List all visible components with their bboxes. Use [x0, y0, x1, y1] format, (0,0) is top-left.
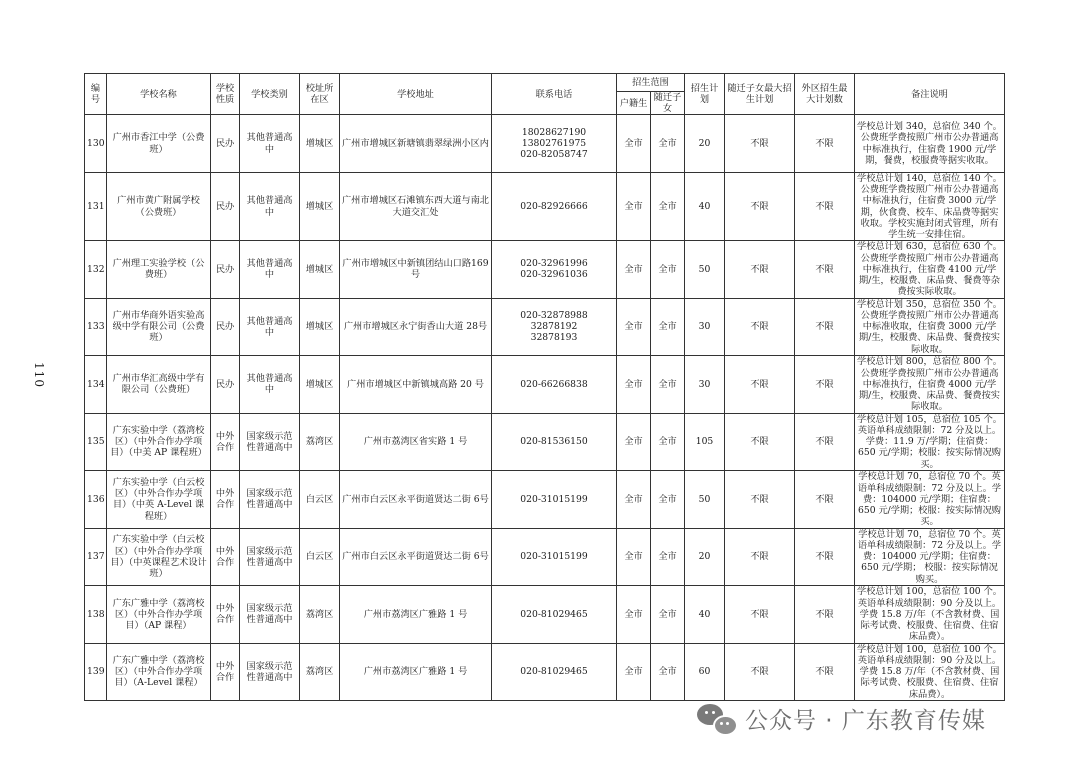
- cell-address: 广州市白云区永平街道贤达二街 6号: [340, 528, 492, 586]
- cell-outside-max: 不限: [795, 643, 855, 701]
- cell-notes: 学校总计划 630，总宿位 630 个。公费班学费按照广州市公办普通高中标准执行，住宿费 4100 元/学期/生，校服费、床品费、餐费等杂费按实际收取。: [855, 241, 1005, 299]
- cell-id: 130: [85, 115, 107, 173]
- cell-phone: 020-82926666: [492, 172, 617, 240]
- cell-phone: 020-31015199: [492, 471, 617, 529]
- cell-address: 广州市增城区新塘镇翡翠绿洲小区内: [340, 115, 492, 173]
- cell-nature: 民办: [211, 115, 240, 173]
- table-row: [85, 241, 1005, 299]
- cell-nature: 民办: [211, 356, 240, 414]
- table-header: [85, 74, 1005, 115]
- cell-name: 广州理工实验学校（公费班）: [107, 241, 211, 299]
- cell-id: 138: [85, 586, 107, 644]
- cell-plan: 40: [685, 586, 725, 644]
- cell-nature: 中外合作: [211, 643, 240, 701]
- cell-category: 国家级示范性普通高中: [240, 471, 300, 529]
- cell-notes: 学校总计划 100，总宿位 100 个。英语单科成绩限制：90 分及以上。学费 15.8 万/年（不含教材费、国际考试费、校服费、住宿费、住宿床品费）。: [855, 643, 1005, 701]
- cell-id: 135: [85, 413, 107, 471]
- cell-address: 广州市增城区永宁街香山大道 28号: [340, 298, 492, 356]
- cell-category: 其他普通高中: [240, 298, 300, 356]
- cell-suiqian-max: 不限: [725, 471, 795, 529]
- cell-scope-huji: 全市: [617, 586, 651, 644]
- cell-suiqian-max: 不限: [725, 115, 795, 173]
- cell-scope-huji: 全市: [617, 172, 651, 240]
- cell-scope-huji: 全市: [617, 241, 651, 299]
- cell-category: 其他普通高中: [240, 115, 300, 173]
- cell-scope-suiqian: 全市: [651, 643, 685, 701]
- wechat-icon: [697, 702, 737, 734]
- table-body: [85, 115, 1005, 701]
- cell-scope-huji: 全市: [617, 298, 651, 356]
- cell-suiqian-max: 不限: [725, 413, 795, 471]
- cell-name: 广州市华商外语实验高级中学有限公司（公费班）: [107, 298, 211, 356]
- cell-outside-max: 不限: [795, 298, 855, 356]
- cell-scope-suiqian: 全市: [651, 115, 685, 173]
- cell-district: 荔湾区: [300, 586, 340, 644]
- cell-nature: 中外合作: [211, 413, 240, 471]
- cell-suiqian-max: 不限: [725, 298, 795, 356]
- header-id: 编号: [85, 74, 107, 115]
- cell-notes: 学校总计划 100，总宿位 100 个。英语单科成绩限制：90 分及以上。学费 15.8 万/年（不含教材费、国际考试费、校服费、住宿费、住宿床品费）。: [855, 586, 1005, 644]
- cell-address: 广州市荔湾区广雅路 1 号: [340, 643, 492, 701]
- cell-category: 国家级示范性普通高中: [240, 528, 300, 586]
- cell-address: 广州市荔湾区省实路 1 号: [340, 413, 492, 471]
- header-scope-suiqian: 随迁子女: [651, 92, 685, 115]
- cell-suiqian-max: 不限: [725, 528, 795, 586]
- cell-name: 广东实验中学（白云校区）（中外合作办学项目）（中英课程艺术设计班）: [107, 528, 211, 586]
- header-district: 校址所在区: [300, 74, 340, 115]
- cell-district: 白云区: [300, 471, 340, 529]
- cell-outside-max: 不限: [795, 471, 855, 529]
- header-phone: 联系电话: [492, 74, 617, 115]
- cell-district: 增城区: [300, 172, 340, 240]
- header-scope: 招生范围: [617, 74, 685, 92]
- cell-id: 133: [85, 298, 107, 356]
- table-row: [85, 471, 1005, 529]
- cell-plan: 50: [685, 241, 725, 299]
- cell-category: 国家级示范性普通高中: [240, 643, 300, 701]
- cell-scope-suiqian: 全市: [651, 356, 685, 414]
- cell-district: 增城区: [300, 241, 340, 299]
- cell-id: 132: [85, 241, 107, 299]
- cell-id: 136: [85, 471, 107, 529]
- cell-scope-huji: 全市: [617, 413, 651, 471]
- cell-address: 广州市增城区中新镇团结山口路169 号: [340, 241, 492, 299]
- cell-outside-max: 不限: [795, 356, 855, 414]
- watermark-text: 公众号 · 广东教育传媒: [745, 707, 986, 734]
- cell-notes: 学校总计划 70，总宿位 70 个。英语单科成绩限制：72 分及以上。学费：104000 元/学期；住宿费：650 元/学期；校服：按实际情况购买。: [855, 471, 1005, 529]
- table-row: [85, 298, 1005, 356]
- table-row: [85, 115, 1005, 173]
- cell-category: 其他普通高中: [240, 356, 300, 414]
- cell-district: 荔湾区: [300, 643, 340, 701]
- cell-phone: 020-81029465: [492, 643, 617, 701]
- cell-suiqian-max: 不限: [725, 643, 795, 701]
- cell-name: 广东实验中学（白云校区）（中外合作办学项目）（中英 A-Level 课程班）: [107, 471, 211, 529]
- cell-category: 其他普通高中: [240, 172, 300, 240]
- header-outside-max: 外区招生最大计划数: [795, 74, 855, 115]
- cell-phone: 020-81029465: [492, 586, 617, 644]
- table-row: [85, 528, 1005, 586]
- cell-plan: 20: [685, 528, 725, 586]
- cell-scope-suiqian: 全市: [651, 471, 685, 529]
- cell-district: 增城区: [300, 115, 340, 173]
- table-row: [85, 413, 1005, 471]
- cell-outside-max: 不限: [795, 115, 855, 173]
- cell-phone: 020-31015199: [492, 528, 617, 586]
- header-suiqian-max: 随迁子女最大招生计划: [725, 74, 795, 115]
- cell-notes: 学校总计划 105，总宿位 105 个。英语单科成绩限制：72 分及以上。学费：11.9 万/学期；住宿费：650 元/学期；校服：按实际情况购买。: [855, 413, 1005, 471]
- cell-name: 广东广雅中学（荔湾校区）（中外合作办学项目）（AP 课程）: [107, 586, 211, 644]
- header-name: 学校名称: [107, 74, 211, 115]
- header-notes: 备注说明: [855, 74, 1005, 115]
- cell-id: 131: [85, 172, 107, 240]
- cell-phone: 18028627190 13802761975 020-82058747: [492, 115, 617, 173]
- cell-outside-max: 不限: [795, 241, 855, 299]
- cell-outside-max: 不限: [795, 413, 855, 471]
- cell-scope-suiqian: 全市: [651, 413, 685, 471]
- table-row: [85, 586, 1005, 644]
- cell-plan: 40: [685, 172, 725, 240]
- cell-address: 广州市增城区中新镇城高路 20 号: [340, 356, 492, 414]
- watermark: [697, 700, 986, 736]
- table-row: [85, 172, 1005, 240]
- table-row: [85, 356, 1005, 414]
- cell-scope-suiqian: 全市: [651, 586, 685, 644]
- cell-nature: 中外合作: [211, 586, 240, 644]
- cell-notes: 学校总计划 800，总宿位 800 个。公费班学费按照广州市公办普通高中标准执行，住宿费 4000 元/学期/生，校服费、床品费、餐费按实际收取。: [855, 356, 1005, 414]
- cell-district: 荔湾区: [300, 413, 340, 471]
- cell-scope-huji: 全市: [617, 471, 651, 529]
- cell-address: 广州市荔湾区广雅路 1 号: [340, 586, 492, 644]
- cell-nature: 中外合作: [211, 528, 240, 586]
- cell-name: 广州市黄广附属学校（公费班）: [107, 172, 211, 240]
- table-row: [85, 643, 1005, 701]
- cell-outside-max: 不限: [795, 172, 855, 240]
- cell-notes: 学校总计划 350，总宿位 350 个。公费班学费按照广州市公办普通高中标准收取，住宿费 3000 元/学期/生，校服费、床品费、餐费按实际收取。: [855, 298, 1005, 356]
- cell-category: 国家级示范性普通高中: [240, 586, 300, 644]
- cell-nature: 民办: [211, 241, 240, 299]
- cell-suiqian-max: 不限: [725, 172, 795, 240]
- cell-scope-suiqian: 全市: [651, 172, 685, 240]
- header-plan: 招生计划: [685, 74, 725, 115]
- cell-scope-huji: 全市: [617, 115, 651, 173]
- cell-plan: 30: [685, 356, 725, 414]
- cell-plan: 105: [685, 413, 725, 471]
- header-address: 学校地址: [340, 74, 492, 115]
- cell-plan: 30: [685, 298, 725, 356]
- cell-phone: 020-32878988 32878192 32878193: [492, 298, 617, 356]
- admission-table: [84, 73, 1005, 701]
- cell-district: 增城区: [300, 298, 340, 356]
- cell-outside-max: 不限: [795, 528, 855, 586]
- cell-scope-suiqian: 全市: [651, 241, 685, 299]
- cell-name: 广东实验中学（荔湾校区）（中外合作办学项目）（中美 AP 课程班）: [107, 413, 211, 471]
- cell-notes: 学校总计划 70，总宿位 70 个。英语单科成绩限制：72 分及以上。学费：104000 元/学期；住宿费：650 元/学期； 校服：按实际情况购买。: [855, 528, 1005, 586]
- cell-district: 白云区: [300, 528, 340, 586]
- cell-district: 增城区: [300, 356, 340, 414]
- cell-phone: 020-81536150: [492, 413, 617, 471]
- cell-nature: 民办: [211, 172, 240, 240]
- cell-suiqian-max: 不限: [725, 586, 795, 644]
- cell-scope-suiqian: 全市: [651, 298, 685, 356]
- cell-address: 广州市增城区石滩镇东西大道与南北大道交汇处: [340, 172, 492, 240]
- cell-scope-huji: 全市: [617, 643, 651, 701]
- cell-id: 139: [85, 643, 107, 701]
- cell-name: 广东广雅中学（荔湾校区）（中外合作办学项目）（A-Level 课程）: [107, 643, 211, 701]
- cell-scope-huji: 全市: [617, 356, 651, 414]
- cell-scope-suiqian: 全市: [651, 528, 685, 586]
- cell-notes: 学校总计划 140，总宿位 140 个。公费班学费按照广州市公办普通高中标准执行，住宿费 3000 元/学期，伙食费、校车、床品费等据实收取。学校实施封闭式管理，所有学生统一安排住宿。: [855, 172, 1005, 240]
- cell-category: 其他普通高中: [240, 241, 300, 299]
- cell-suiqian-max: 不限: [725, 241, 795, 299]
- cell-phone: 020-66266838: [492, 356, 617, 414]
- cell-nature: 民办: [211, 298, 240, 356]
- header-category: 学校类别: [240, 74, 300, 115]
- cell-address: 广州市白云区永平街道贤达二街 6号: [340, 471, 492, 529]
- cell-plan: 20: [685, 115, 725, 173]
- cell-outside-max: 不限: [795, 586, 855, 644]
- cell-name: 广州市华汇高级中学有限公司（公费班）: [107, 356, 211, 414]
- cell-category: 国家级示范性普通高中: [240, 413, 300, 471]
- cell-nature: 中外合作: [211, 471, 240, 529]
- page-number: 110: [31, 362, 46, 388]
- header-nature: 学校性质: [211, 74, 240, 115]
- cell-name: 广州市香江中学（公费班）: [107, 115, 211, 173]
- cell-phone: 020-32961996 020-32961036: [492, 241, 617, 299]
- cell-plan: 50: [685, 471, 725, 529]
- cell-suiqian-max: 不限: [725, 356, 795, 414]
- cell-notes: 学校总计划 340，总宿位 340 个。公费班学费按照广州市公办普通高中标准执行，住宿费 1900 元/学期，餐费，校服费等据实收取。: [855, 115, 1005, 173]
- cell-plan: 60: [685, 643, 725, 701]
- cell-id: 134: [85, 356, 107, 414]
- header-scope-huji: 户籍生: [617, 92, 651, 115]
- cell-scope-huji: 全市: [617, 528, 651, 586]
- cell-id: 137: [85, 528, 107, 586]
